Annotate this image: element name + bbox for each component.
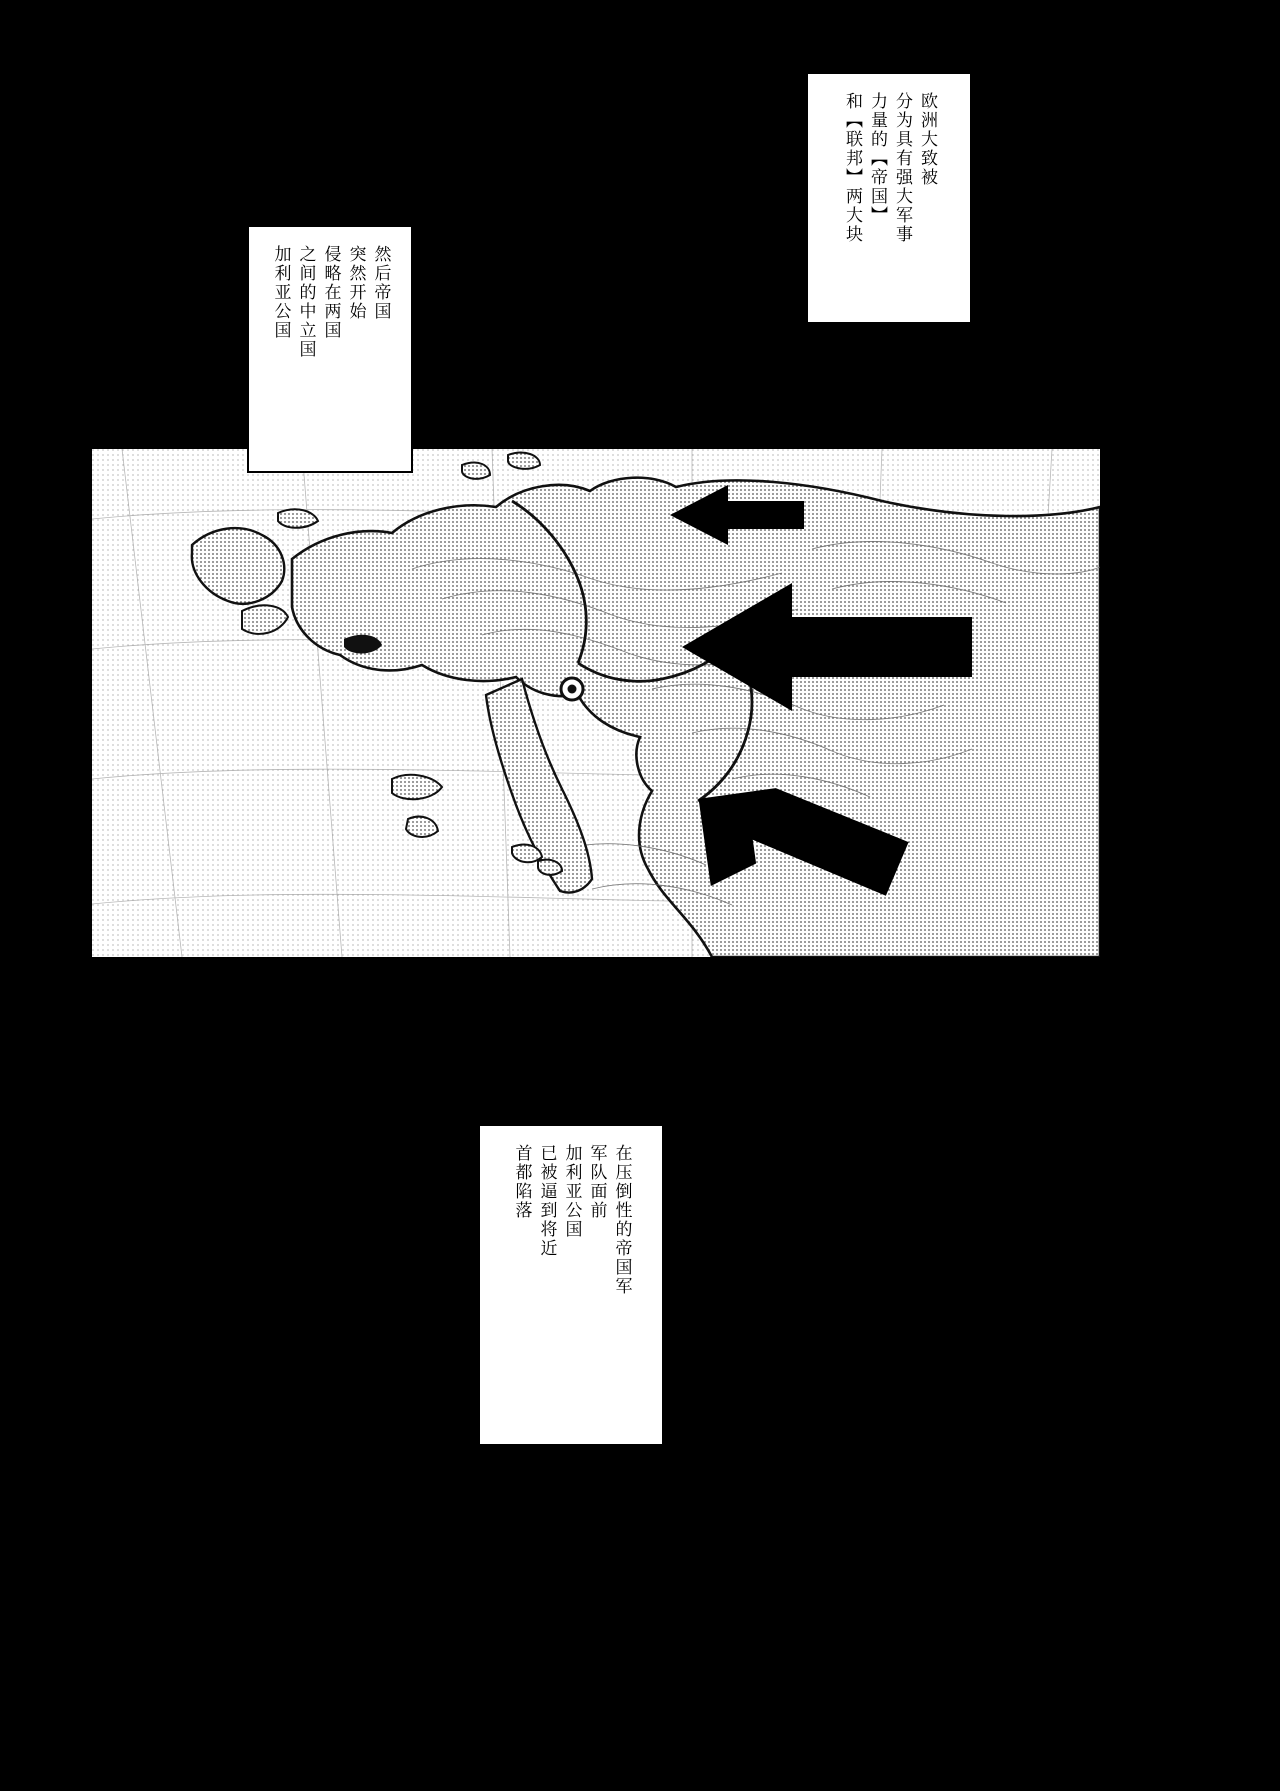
caption-line: 分为具有强大军事 — [892, 92, 912, 244]
caption-line: 侵略在两国 — [320, 245, 341, 340]
caption-top-left — [247, 225, 413, 473]
caption-line: 已被逼到将近 — [536, 1144, 557, 1258]
caption-line: 加利亚公国 — [561, 1144, 582, 1239]
caption-bottom — [478, 1124, 664, 1446]
map-panel — [90, 447, 1102, 959]
capital-dot — [561, 678, 583, 700]
caption-line: 在压倒性的帝国军 — [611, 1144, 632, 1296]
caption-top-right — [806, 72, 972, 324]
caption-line: 突然开始 — [345, 245, 366, 321]
caption-line: 军队面前 — [586, 1144, 607, 1220]
caption-line: 然后帝国 — [370, 245, 391, 321]
map-illustration — [92, 449, 1100, 957]
caption-line: 力量的【帝国】 — [867, 92, 887, 225]
caption-line: 首都陷落 — [511, 1144, 532, 1220]
caption-line: 欧洲大致被 — [917, 92, 937, 187]
caption-line: 和【联邦】两大块 — [842, 92, 862, 244]
caption-line: 加利亚公国 — [270, 245, 291, 340]
caption-line: 之间的中立国 — [295, 245, 316, 359]
